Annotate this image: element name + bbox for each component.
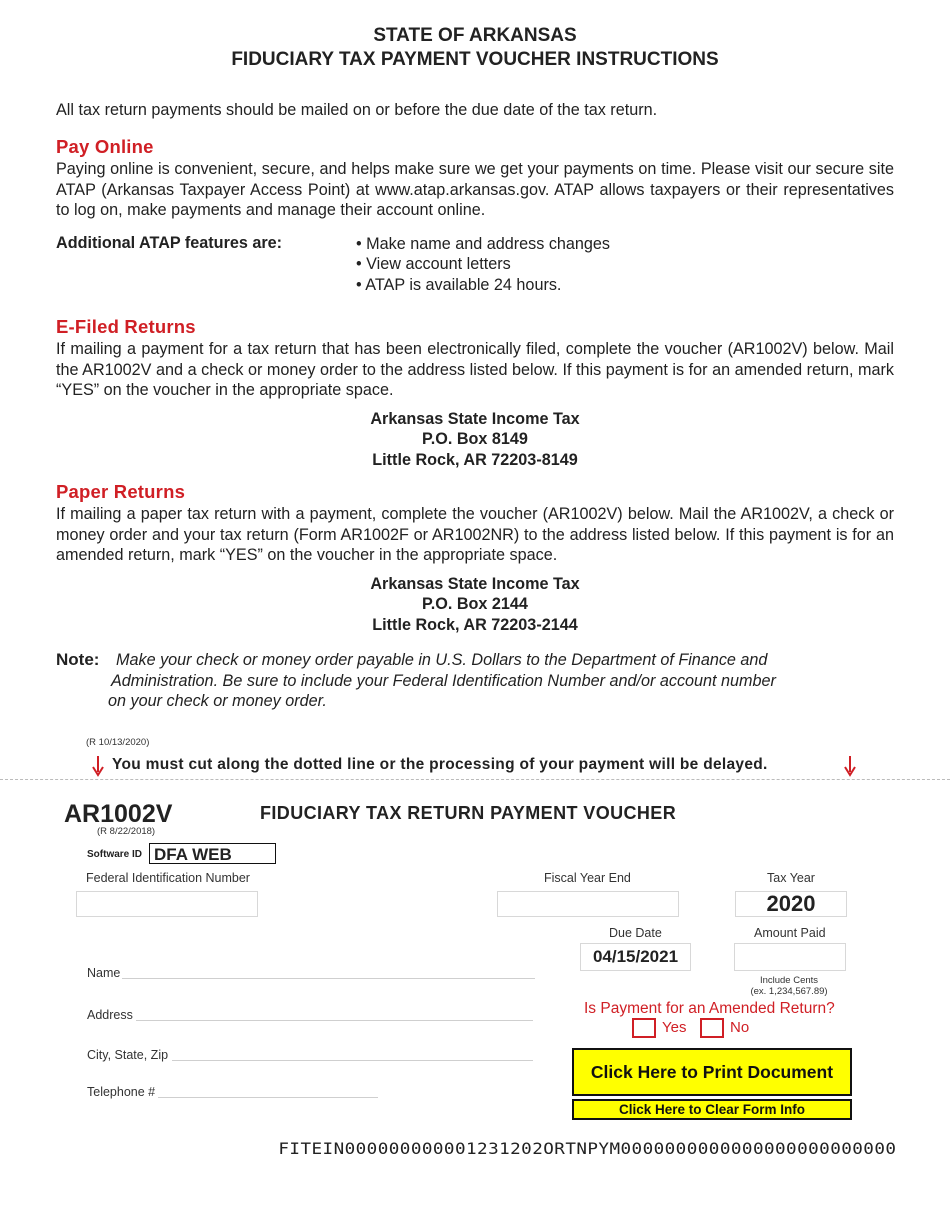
efiled-heading: E-Filed Returns xyxy=(56,316,196,337)
efiled-address-line: P.O. Box 8149 xyxy=(422,430,528,448)
voucher-title: FIDUCIARY TAX RETURN PAYMENT VOUCHER xyxy=(260,803,677,823)
amended-yes-label: Yes xyxy=(662,1019,687,1036)
ocr-scanline: FITEIN000000000001231202ORTNPYM0000000000000000000000000 xyxy=(278,1139,897,1158)
atap-feature-item: • View account letters xyxy=(356,255,511,273)
atap-feature-item: • Make name and address changes xyxy=(356,235,611,253)
amended-no-label: No xyxy=(730,1019,750,1036)
tax-year-value: 2020 xyxy=(735,891,847,917)
paper-address-line: Arkansas State Income Tax xyxy=(370,575,580,593)
amount-paid-input[interactable] xyxy=(734,943,846,971)
fein-input[interactable] xyxy=(76,891,258,917)
atap-feature-item: • ATAP is available 24 hours. xyxy=(356,276,562,294)
due-date-value: 04/15/2021 xyxy=(580,943,691,971)
fein-label: Federal Identification Number xyxy=(86,871,250,885)
paper-address-line: Little Rock, AR 72203-2144 xyxy=(372,616,578,634)
efiled-address-line: Arkansas State Income Tax xyxy=(370,410,580,428)
cut-line xyxy=(0,779,950,780)
fiscal-year-end-label: Fiscal Year End xyxy=(544,871,631,885)
name-label: Name xyxy=(87,966,121,980)
amount-paid-label: Amount Paid xyxy=(754,926,826,940)
amended-yes-checkbox[interactable] xyxy=(632,1018,656,1038)
telephone-label: Telephone # xyxy=(87,1085,156,1099)
pay-online-heading: Pay Online xyxy=(56,136,154,157)
software-id-label: Software ID xyxy=(87,849,143,860)
clear-form-button[interactable]: Click Here to Clear Form Info xyxy=(572,1099,852,1120)
cut-warning: You must cut along the dotted line or the processing of your payment will be delayed. xyxy=(112,756,768,773)
paper-body: If mailing a paper tax return with a payment, complete the voucher (AR1002V) below. Mail the AR1002V, a check or money order and your tax return (Form AR1002F or AR1002NR) to the address listed below. If this payment is for an amended return, mark “YES” on the voucher in the appropriate space. xyxy=(56,505,894,564)
efiled-body: If mailing a payment for a tax return that has been electronically filed, complete the voucher (AR1002V) below. Mail the AR1002V and a check or money order to the address listed below. If this payment is for an amended return, mark “YES” on the voucher in the appropriate space. xyxy=(56,340,894,399)
down-arrow-icon xyxy=(91,755,105,777)
form-revision: (R 8/22/2018) xyxy=(97,826,156,837)
tax-year-label: Tax Year xyxy=(767,871,815,885)
note-label: Note: xyxy=(56,650,100,669)
address-label: Address xyxy=(87,1008,133,1022)
city-state-zip-input[interactable] xyxy=(172,1046,533,1061)
include-cents-example: (ex. 1,234,567.89) xyxy=(750,986,828,997)
telephone-input[interactable] xyxy=(158,1083,378,1098)
amended-question: Is Payment for an Amended Return? xyxy=(584,1000,835,1017)
revision-date: (R 10/13/2020) xyxy=(86,737,150,748)
note-line: Administration. Be sure to include your Federal Identification Number and/or account number xyxy=(111,672,776,690)
print-document-button[interactable]: Click Here to Print Document xyxy=(572,1048,852,1096)
amended-no-checkbox[interactable] xyxy=(700,1018,724,1038)
form-id: AR1002V xyxy=(64,800,173,828)
paper-heading: Paper Returns xyxy=(56,481,186,502)
efiled-address-line: Little Rock, AR 72203-8149 xyxy=(372,451,578,469)
address-input[interactable] xyxy=(136,1006,533,1021)
fiscal-year-end-input[interactable] xyxy=(497,891,679,917)
paper-address-line: P.O. Box 2144 xyxy=(422,595,528,613)
software-id-value: DFA WEB xyxy=(149,843,276,864)
due-date-label: Due Date xyxy=(609,926,662,940)
note-line: on your check or money order. xyxy=(108,692,327,710)
note-line: Make your check or money order payable in U.S. Dollars to the Department of Finance and xyxy=(116,651,768,669)
include-cents-note: Include Cents xyxy=(759,975,819,986)
atap-features-label: Additional ATAP features are: xyxy=(56,234,283,252)
intro-text: All tax return payments should be mailed on or before the due date of the tax return. xyxy=(56,101,658,119)
page-title-line2: FIDUCIARY TAX PAYMENT VOUCHER INSTRUCTIONS xyxy=(231,49,719,70)
name-input[interactable] xyxy=(122,964,535,979)
pay-online-body: Paying online is convenient, secure, and helps make sure we get your payments on time. Please visit our secure site ATAP (Arkansas Taxpayer Access Point) at www.atap.arkansas.gov. ATAP allows taxpayers or their representatives to log on, make payments and manage their account online. xyxy=(56,160,894,219)
page-title-line1: STATE OF ARKANSAS xyxy=(373,25,577,46)
city-state-zip-label: City, State, Zip xyxy=(87,1048,169,1062)
down-arrow-icon xyxy=(843,755,857,777)
